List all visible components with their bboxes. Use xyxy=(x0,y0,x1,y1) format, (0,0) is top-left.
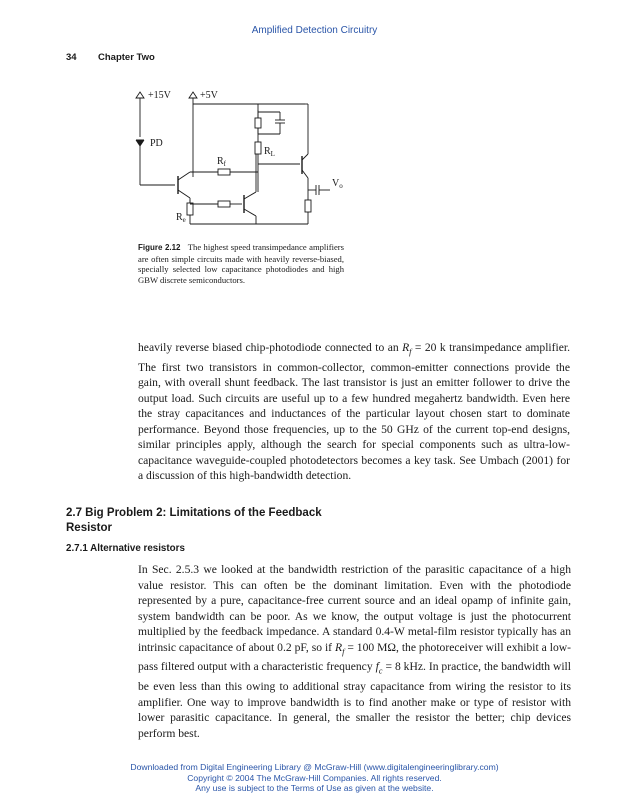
photodiode-symbol xyxy=(136,140,144,146)
section-title: 2.7 Big Problem 2: Limitations of the Feedback Resistor xyxy=(66,507,322,534)
resistor-upper xyxy=(255,118,261,128)
label-rl: $R_L$ xyxy=(264,146,275,158)
page-number: 34 xyxy=(66,52,77,63)
running-header: Amplified Detection Circuitry xyxy=(251,25,378,36)
resistor-rl xyxy=(255,142,261,154)
resistor-base xyxy=(218,201,230,207)
figure-caption xyxy=(138,242,344,285)
figure-caption-text: The highest speed transimpedance amplifiers are often simple circuits made with heavily reverse-biased, specially selected low capacitance photodiodes and high GBW discrete semiconductors. xyxy=(138,242,344,285)
label-5v: +5V xyxy=(200,90,218,101)
footer-line: Any use is subject to the Terms of Use as given at the website. xyxy=(195,783,434,793)
footer-line: Copyright © 2004 The McGraw-Hill Companies. All rights reserved. xyxy=(187,772,442,783)
label-pd: PD xyxy=(150,138,163,149)
circuit-diagram xyxy=(130,82,370,232)
subsection-title: 2.7.1 Alternative resistors xyxy=(66,543,185,554)
label-vo: $V_o$ xyxy=(332,178,343,190)
resistor-rf xyxy=(218,169,230,175)
chapter-label: Chapter Two xyxy=(98,52,155,63)
body-paragraph: In Sec. 2.5.3 we looked at the bandwidth restriction of the parasitic capacitance of a high value resistor. This can often be the dominant limitation. Even with the photodiode represented by a pure, capacitance-free current source and an ideal opamp of infinite gain, system bandwidth can be poor. As we know, the output voltage is just the photocurrent multiplied by the feedback impedance. A standard 0.4-W metal-film resistor typically has an intrinsic capacitance of about 0.2 pF, so if $R_f = 100$ MΩ, the photoreceiver will exhibit a low-pass filtered output with a characteristic frequency $f_c = 8$ kHz. In practice, the bandwidth will be even less than this owing to additional stray capacitance from wiring the resistor to its amplifier. One way to improve bandwidth is to find another make or type of resistor with lower parasitic capacitance. In general, the smaller the resistor the better; chip devices perform best. xyxy=(138,563,571,740)
label-re: $R_e$ xyxy=(176,212,186,224)
copyright-footer xyxy=(0,762,629,794)
figure-caption-label: Figure 2.12 xyxy=(138,243,181,252)
resistor-re xyxy=(187,203,193,215)
label-rf: $R_f$ xyxy=(217,156,227,168)
footer-line[interactable]: Downloaded from Digital Engineering Library @ McGraw-Hill (www.digitalengineeringlibrary.com) xyxy=(130,762,499,772)
body-paragraph: heavily reverse biased chip-photodiode connected to an $R_f = 20$ k transimpedance amplifier. The first two transistors in common-collector, common-emitter connections provide the gain, with overall shunt feedback. The last transistor is just an emitter follower to drive the output load. Such circuits are useful up to a few hundred megahertz bandwidth. Even here the stray capacitances and inductances of the particular layout chosen start to dominate performance. Beyond those frequencies, up to the 50 GHz of the current top-end designs, similar principles apply, although the search for special components such as ultra-low-capacitance waveguide-coupled photodetectors becomes a key task. See Umbach (2001) for a discussion of this high-bandwidth detection. xyxy=(138,341,570,483)
supply-15v-arrow xyxy=(136,92,144,98)
supply-5v-arrow xyxy=(189,92,197,98)
label-15v: +15V xyxy=(148,90,171,101)
resistor-emitter xyxy=(305,200,311,212)
